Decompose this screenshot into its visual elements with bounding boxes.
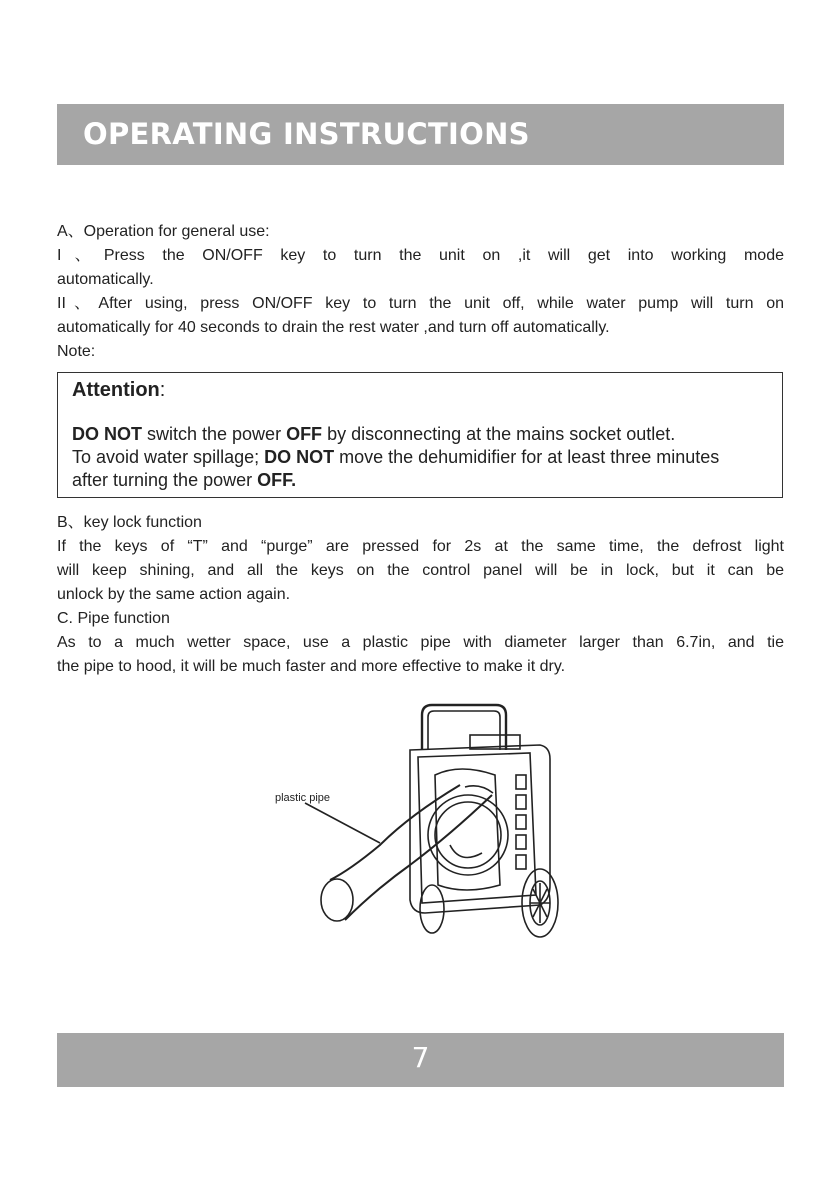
off-2: OFF. bbox=[257, 470, 297, 490]
attention-l2-t1: To avoid water spillage; bbox=[72, 447, 265, 467]
footer-bar bbox=[57, 1033, 784, 1087]
attention-title bbox=[72, 379, 165, 402]
step2-line1: II、After using, press ON/OFF key to turn the unit off, while water pump will turn on bbox=[57, 295, 784, 312]
section-b-line1: If the keys of “T” and “purge” are pressed for 2s at the same time, the defrost light bbox=[57, 538, 784, 555]
off-1: OFF bbox=[286, 424, 323, 444]
page-number: 7 bbox=[411, 1041, 430, 1074]
attention-line-3 bbox=[72, 469, 772, 492]
attention-l1-t1: switch the power bbox=[142, 424, 287, 444]
do-not-2: DO NOT bbox=[264, 447, 335, 467]
page-title: OPERATING INSTRUCTIONS bbox=[83, 117, 530, 151]
section-b-line2: will keep shining, and all the keys on the control panel will be in lock, but it can be bbox=[57, 562, 784, 579]
step1-line1: I、Press the ON/OFF key to turn the unit on ,it will get into working mode bbox=[57, 247, 784, 264]
section-a bbox=[57, 220, 784, 364]
header-bar bbox=[57, 104, 784, 165]
step1-line2: automatically. bbox=[57, 271, 154, 288]
section-b-heading: B、key lock function bbox=[57, 514, 202, 531]
note-label: Note: bbox=[57, 343, 96, 360]
do-not-1: DO NOT bbox=[72, 424, 142, 444]
attention-line-1 bbox=[72, 423, 772, 446]
step2-line2: automatically for 40 seconds to drain the rest water ,and turn off automatically. bbox=[57, 319, 610, 336]
section-b bbox=[57, 511, 784, 679]
section-c-heading: C. Pipe function bbox=[57, 610, 170, 627]
attention-l3-t1: after turning the power bbox=[72, 470, 258, 490]
attention-title-text: Attention bbox=[72, 379, 160, 401]
section-a-heading: A、Operation for general use: bbox=[57, 223, 270, 240]
attention-l2-t2: move the dehumidifier for at least three minutes bbox=[334, 447, 720, 467]
attention-line-2 bbox=[72, 446, 772, 469]
pipe-label: plastic pipe bbox=[275, 792, 331, 804]
attention-l1-t2: by disconnecting at the mains socket outlet. bbox=[322, 424, 676, 444]
attention-title-colon: : bbox=[159, 379, 166, 401]
section-c-line2: the pipe to hood, it will be much faster and more effective to make it dry. bbox=[57, 658, 566, 675]
section-b-line3: unlock by the same action again. bbox=[57, 586, 291, 603]
attention-box bbox=[57, 372, 783, 498]
dehumidifier-illustration bbox=[260, 695, 580, 970]
section-c-line1: As to a much wetter space, use a plastic pipe with diameter larger than 6.7in, and tie bbox=[57, 634, 784, 651]
dehumidifier-figure bbox=[260, 695, 580, 970]
